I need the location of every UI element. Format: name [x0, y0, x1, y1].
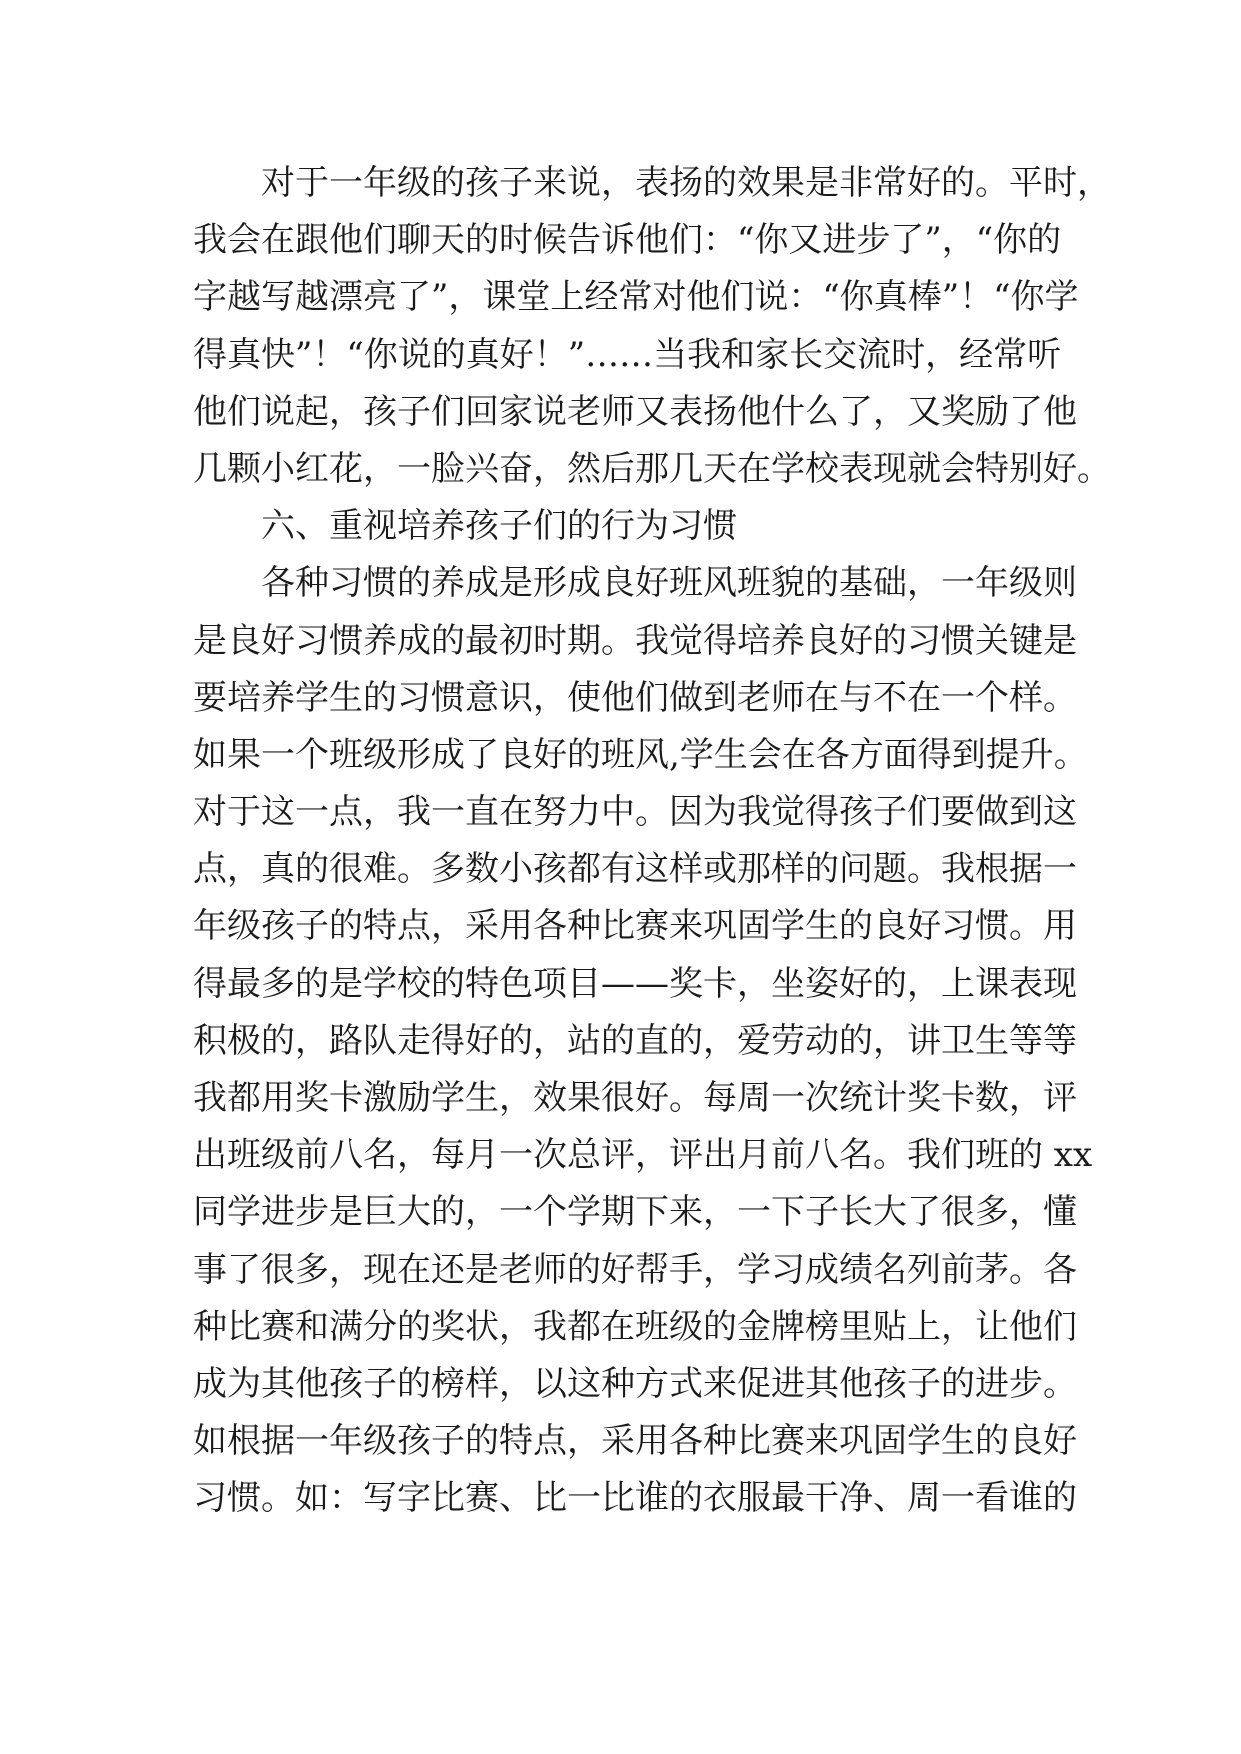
text-line: 我都用奖卡激励学生，效果很好。每周一次统计奖卡数，评	[193, 1078, 1077, 1118]
text-line: 习惯。如：写字比赛、比一比谁的衣服最干净、周一看谁的	[193, 1478, 1077, 1519]
text-line: 点，真的很难。多数小孩都有这样或那样的问题。我根据一	[193, 849, 1077, 890]
text-line: 同学进步是巨大的，一个学期下来，一下子长大了很多，懂	[193, 1192, 1077, 1233]
text-line: 种比赛和满分的奖状，我都在班级的金牌榜里贴上，让他们	[193, 1306, 1077, 1347]
text-line: 得真快”！“你说的真好！”……当我和家长交流时，经常听	[193, 334, 1062, 375]
text-line: 我会在跟他们聊天的时候告诉他们：“你又进步了”，“你的	[193, 220, 1062, 261]
text-line: 积极的，路队走得好的，站的直的，爱劳动的，讲卫生等等	[193, 1020, 1077, 1061]
text-line: 各种习惯的养成是形成良好班风班貌的基础，一年级则	[261, 563, 1077, 604]
text-line: 几颗小红花，一脸兴奋，然后那几天在学校表现就会特别好。	[193, 448, 1111, 489]
text-line: 如果一个班级形成了良好的班风,学生会在各方面得到提升。	[193, 734, 1088, 775]
text-line: 字越写越漂亮了”，课堂上经常对他们说：“你真棒”！“你学	[193, 277, 1079, 318]
paragraph-habits	[193, 555, 1093, 1527]
text-line: 出班级前八名，每月一次总评，评出月前八名。我们班的 xx	[193, 1135, 1093, 1176]
text-line: 是良好习惯养成的最初时期。我觉得培养良好的习惯关键是	[193, 620, 1077, 661]
text-line: 对于这一点，我一直在努力中。因为我觉得孩子们要做到这	[193, 792, 1077, 833]
section-heading: 六、重视培养孩子们的行为习惯	[261, 506, 737, 547]
paragraph-praise	[193, 155, 1111, 498]
text-line: 成为其他孩子的榜样，以这种方式来促进其他孩子的进步。	[193, 1363, 1077, 1404]
text-line: 年级孩子的特点，采用各种比赛来巩固学生的良好习惯。用	[193, 906, 1077, 947]
text-line: 得最多的是学校的特色项目——奖卡，坐姿好的，上课表现	[193, 963, 1077, 1004]
text-line: 要培养学生的习惯意识，使他们做到老师在与不在一个样。	[193, 677, 1077, 718]
text-line: 如根据一年级孩子的特点，采用各种比赛来巩固学生的良好	[193, 1421, 1077, 1462]
text-line: 他们说起，孩子们回家说老师又表扬他什么了，又奖励了他	[193, 391, 1077, 432]
text-line: 对于一年级的孩子来说，表扬的效果是非常好的。平时，	[261, 163, 1111, 203]
text-line: 事了很多，现在还是老师的好帮手，学习成绩名列前茅。各	[193, 1249, 1077, 1290]
document-body	[193, 155, 1111, 1528]
